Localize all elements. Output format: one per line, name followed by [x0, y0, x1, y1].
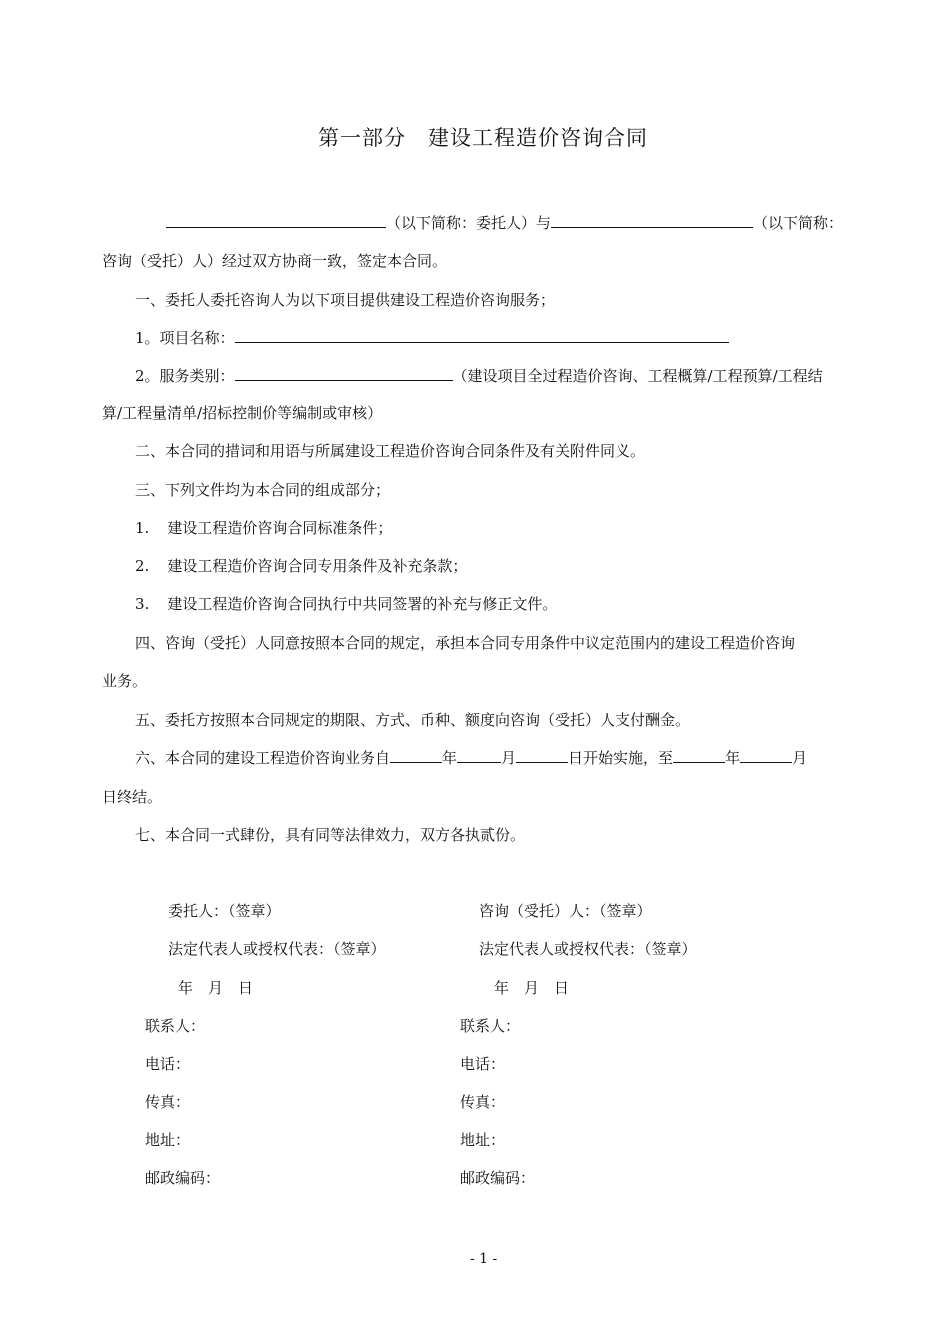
- page-number: - 1 -: [470, 1251, 498, 1267]
- service-type-label: 2。服务类别：: [135, 367, 235, 385]
- item-service-type: [135, 365, 823, 386]
- client-representative: 法定代表人或授权代表：（签章）: [168, 940, 386, 958]
- service-type-note: （建设项目全过程造价咨询、工程概算/工程预算/工程结: [452, 367, 823, 385]
- start-year-blank[interactable]: [390, 748, 442, 763]
- doc-item-number: 1.: [135, 519, 150, 537]
- year-label: 年: [725, 749, 741, 767]
- clause-4: 四、咨询（受托）人同意按照本合同的规定，承担本合同专用条件中议定范围内的建设工程造价咨询: [135, 634, 796, 652]
- client-address: 地址：: [145, 1131, 191, 1149]
- intro-text-1: （以下简称：委托人）与: [386, 214, 552, 232]
- intro-line-2: 咨询（受托）人）经过双方协商一致，签定本合同。: [102, 252, 448, 270]
- clause-3: 三、下列文件均为本合同的组成部分；: [135, 481, 391, 499]
- client-phone: 电话：: [145, 1055, 191, 1073]
- clause-1: 一、委托人委托咨询人为以下项目提供建设工程造价咨询服务；: [135, 291, 556, 309]
- client-contact: 联系人：: [145, 1017, 206, 1035]
- month-label: 月: [792, 749, 808, 767]
- start-month-blank[interactable]: [457, 748, 501, 763]
- clause-5: 五、委托方按照本合同规定的期限、方式、币种、额度向咨询（受托）人支付酬金。: [135, 711, 691, 729]
- doc-item-number: 2.: [135, 557, 150, 575]
- start-day-blank[interactable]: [516, 748, 568, 763]
- clause-6-cont: 日终结。: [102, 788, 163, 806]
- page-title: 第一部分 建设工程造价咨询合同: [318, 126, 648, 150]
- intro-text-2: （以下简称：: [753, 214, 844, 232]
- consultant-fax: 传真：: [460, 1093, 506, 1111]
- clause-2: 二、本合同的措词和用语与所属建设工程造价咨询合同条件及有关附件同义。: [135, 442, 646, 460]
- project-name-label: 1。项目名称：: [135, 329, 235, 347]
- end-month-blank[interactable]: [740, 748, 792, 763]
- consultant-postcode: 邮政编码：: [460, 1169, 536, 1187]
- client-fax: 传真：: [145, 1093, 191, 1111]
- service-type-note-cont: 算/工程量清单/招标控制价等编制或审核）: [102, 404, 383, 422]
- doc-item-3: [135, 593, 557, 614]
- doc-item-1: [135, 517, 392, 538]
- doc-item-text: 建设工程造价咨询合同标准条件；: [167, 519, 393, 537]
- start-day-text: 日开始实施，至: [568, 749, 674, 767]
- doc-item-number: 3.: [135, 595, 150, 613]
- end-year-blank[interactable]: [673, 748, 725, 763]
- consultant-address: 地址：: [460, 1131, 506, 1149]
- consultant-signature: 咨询（受托）人：（签章）: [479, 902, 652, 920]
- clause-6: [135, 747, 807, 768]
- doc-item-text: 建设工程造价咨询合同专用条件及补充条款；: [167, 557, 468, 575]
- clause-6-text: 六、本合同的建设工程造价咨询业务自: [135, 749, 391, 767]
- clause-7: 七、本合同一式肆份，具有同等法律效力，双方各执贰份。: [135, 826, 526, 844]
- consultant-date: 年 月 日: [494, 979, 570, 997]
- item-project-name: [135, 327, 729, 348]
- client-name-blank[interactable]: [166, 213, 386, 228]
- client-postcode: 邮政编码：: [145, 1169, 221, 1187]
- consultant-name-blank[interactable]: [551, 213, 753, 228]
- consultant-contact: 联系人：: [460, 1017, 521, 1035]
- client-signature: 委托人：（签章）: [168, 902, 281, 920]
- consultant-phone: 电话：: [460, 1055, 506, 1073]
- client-date: 年 月 日: [178, 979, 254, 997]
- project-name-blank[interactable]: [235, 328, 729, 343]
- month-label: 月: [501, 749, 517, 767]
- intro-line-1: [166, 212, 843, 233]
- consultant-representative: 法定代表人或授权代表：（签章）: [479, 940, 697, 958]
- doc-item-2: [135, 555, 467, 576]
- year-label: 年: [442, 749, 458, 767]
- clause-4-cont: 业务。: [102, 672, 148, 690]
- doc-item-text: 建设工程造价咨询合同执行中共同签署的补充与修正文件。: [167, 595, 558, 613]
- service-type-blank[interactable]: [235, 366, 453, 381]
